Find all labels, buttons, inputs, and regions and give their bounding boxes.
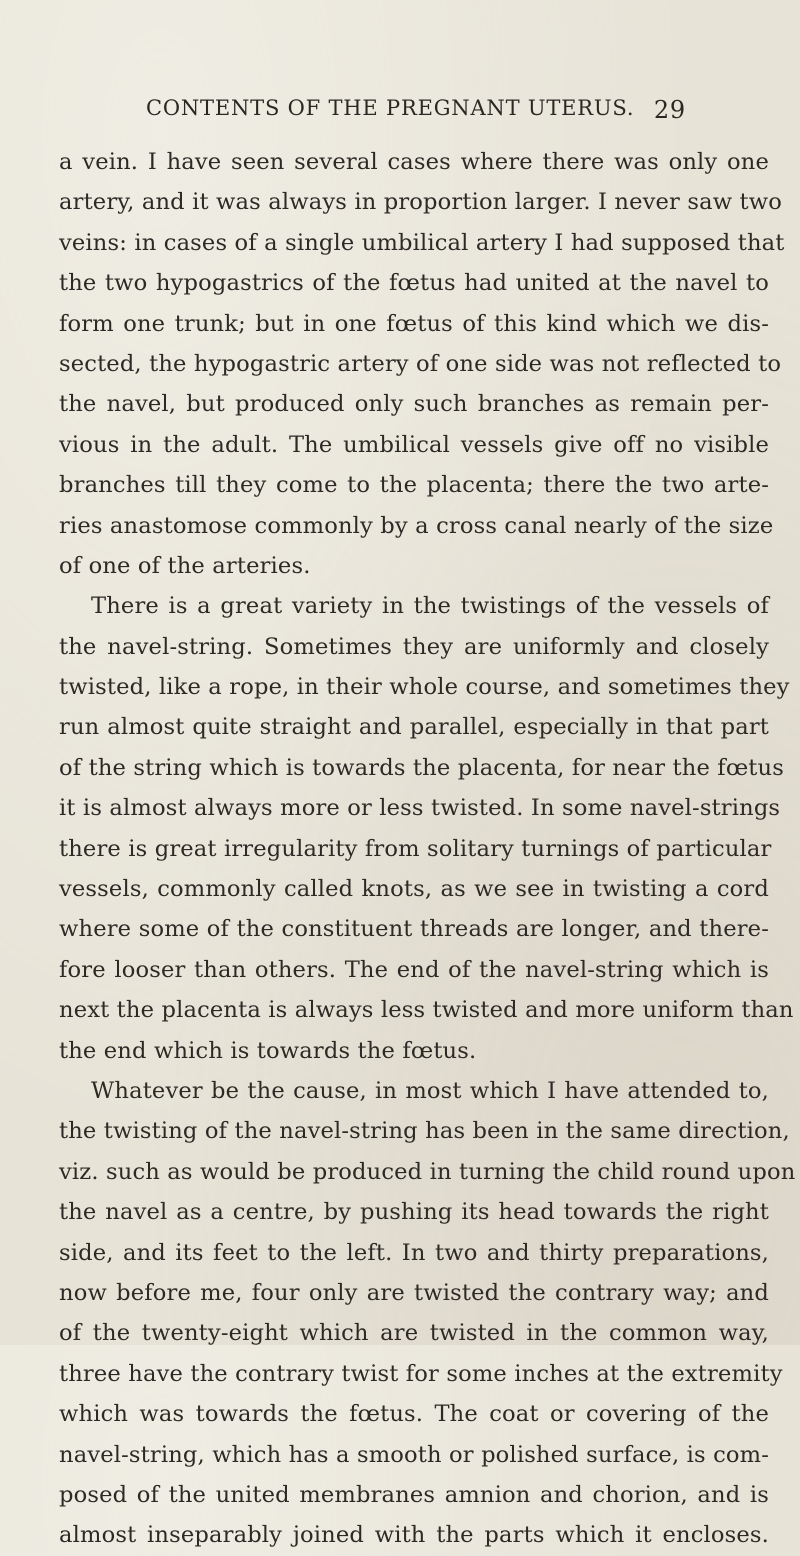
text-line: where some of the constituent threads are longer, and there- — [59, 916, 769, 943]
text-line: of the twenty-eight which are twisted in the common way, — [59, 1320, 769, 1347]
text-line: the navel-string. Sometimes they are uniformly and closely — [59, 633, 769, 660]
text-line: branches till they come to the placenta; there the two arte- — [59, 472, 769, 499]
text-line: almost inseparably joined with the parts which it encloses. — [59, 1522, 769, 1549]
text-line: ries anastomose commonly by a cross canal nearly of the size — [59, 512, 774, 539]
text-line: the navel, but produced only such branches as remain per- — [59, 391, 769, 418]
body-text — [59, 142, 796, 1556]
text-line: now before me, four only are twisted the contrary way; and — [59, 1279, 769, 1306]
paragraph-first-line — [59, 586, 769, 626]
text-line: vessels, commonly called knots, as we see in twisting a cord — [59, 876, 769, 903]
text-line: fore looser than others. The end of the navel-string which is — [59, 956, 769, 983]
text-line: the end which is towards the fœtus. — [59, 1037, 477, 1064]
running-title: CONTENTS OF THE PREGNANT UTERUS. — [146, 96, 635, 120]
text-line: the twisting of the navel-string has been in the same direction, — [59, 1118, 790, 1145]
text-line: which was towards the fœtus. The coat or covering of the — [59, 1401, 769, 1428]
text-line: three have the contrary twist for some inches at the extremity — [59, 1360, 783, 1387]
text-line: of one of the arteries. — [59, 552, 311, 579]
text-line: Whatever be the cause, in most which I have attended to, — [91, 1077, 769, 1104]
text-line: run almost quite straight and parallel, especially in that part — [59, 714, 769, 741]
text-line: twisted, like a rope, in their whole course, and sometimes they — [59, 674, 790, 701]
text-line: a vein. I have seen several cases where there was only one — [59, 149, 769, 175]
text-line: There is a great variety in the twistings of the vessels of — [91, 593, 769, 620]
page-number: 29 — [653, 96, 686, 124]
text-line: artery, and it was always in proportion larger. I never saw two — [59, 189, 782, 216]
text-line: posed of the united membranes amnion and chorion, and is — [59, 1481, 769, 1508]
text-line: viz. such as would be produced in turning the child round upon — [59, 1158, 796, 1185]
text-line: there is great irregularity from solitary turnings of particular — [59, 835, 772, 862]
text-line: next the placenta is always less twisted and more uniform than — [59, 997, 794, 1024]
text-line: the two hypogastrics of the fœtus had united at the navel to — [59, 270, 769, 297]
text-line: side, and its feet to the left. In two and thirty preparations, — [59, 1239, 769, 1266]
text-line: form one trunk; but in one fœtus of this kind which we dis- — [59, 310, 769, 337]
paragraph-first-line — [59, 1071, 769, 1111]
text-line: vious in the adult. The umbilical vessels give off no visible — [59, 431, 769, 458]
text-line: the navel as a centre, by pushing its head towards the right — [59, 1199, 769, 1226]
text-line: of the string which is towards the placenta, for near the fœtus — [59, 754, 784, 781]
text-line: navel-string, which has a smooth or polished surface, is com- — [59, 1441, 769, 1468]
text-line: it is almost always more or less twisted. In some navel-strings — [59, 795, 781, 822]
text-line: veins: in cases of a single umbilical artery I had supposed that — [59, 229, 785, 256]
text-line: sected, the hypogastric artery of one side was not reflected to — [59, 350, 782, 377]
running-head — [146, 96, 686, 132]
